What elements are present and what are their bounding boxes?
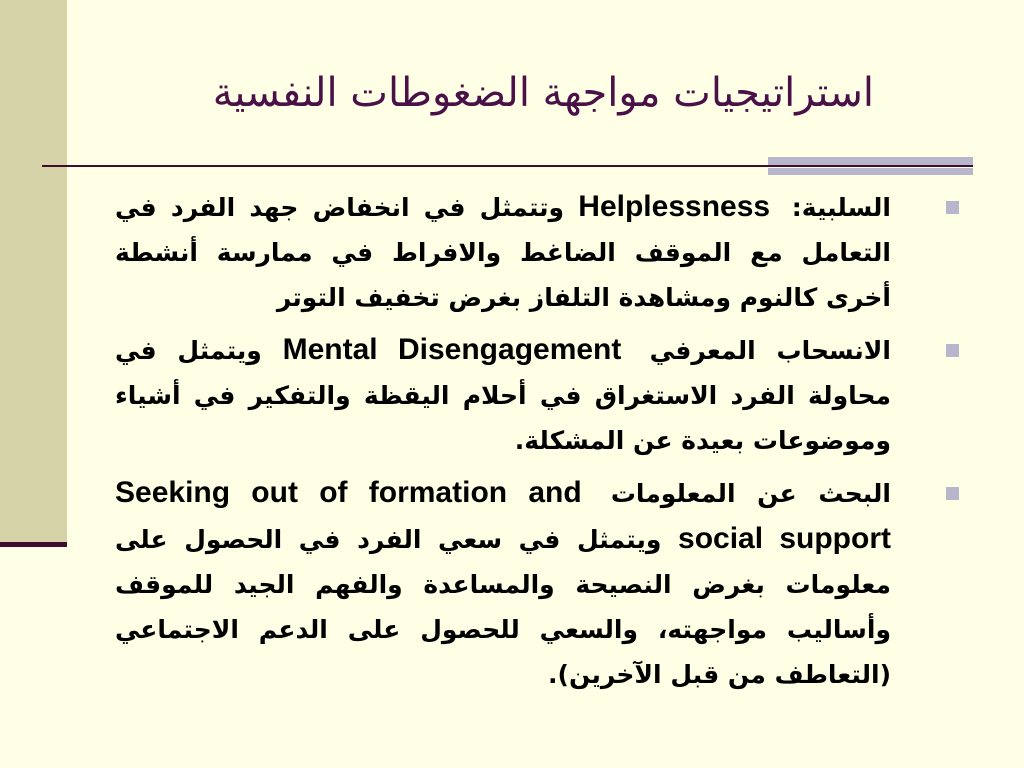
bullet-helplessness <box>115 184 965 320</box>
left-decorative-band <box>0 0 67 545</box>
bullet-seeking-information <box>115 470 965 697</box>
bullet-lead: الانسحاب المعرفي <box>649 336 891 365</box>
left-band-rule <box>0 542 67 547</box>
bullet-english-term: Seeking out of formation and social support <box>115 476 891 555</box>
bullet-text: وتتمثل في انخفاض جهد الفرد في التعامل مع الموقف الضاغط والافراط في ممارسة أنشطة أخرى كالنوم ومشاهدة التلفاز بغرض تخفيف التوتر <box>115 193 891 312</box>
square-bullet-icon <box>946 201 959 214</box>
bullet-lead: السلبية: <box>791 193 891 222</box>
bullet-text: ويتمثل في سعي الفرد في الحصول على معلومات بغرض النصيحة والمساعدة والفهم الجيد للموقف وأساليب مواجهته، والسعي للحصول على الدعم الاجتماعي (التعاطف من قبل الآخرين). <box>115 525 891 689</box>
bullet-english-term: Helplessness <box>578 190 771 223</box>
title-accent-bar <box>768 157 973 165</box>
square-bullet-icon <box>946 344 959 357</box>
square-bullet-icon <box>946 487 959 500</box>
bullet-text: ويتمثل في محاولة الفرد الاستغراق في أحلام اليقظة والتفكير في أشياء وموضوعات بعيدة عن المشكلة. <box>115 336 891 455</box>
title-divider <box>42 165 973 167</box>
title-accent-bar-lower <box>768 168 973 175</box>
slide-title: استراتيجيات مواجهة الضغوطات النفسية <box>212 70 874 116</box>
bullet-list <box>115 184 965 704</box>
bullet-english-term: Mental Disengagement <box>282 333 622 366</box>
bullet-lead: البحث عن المعلومات <box>610 479 891 508</box>
bullet-mental-disengagement <box>115 327 965 463</box>
